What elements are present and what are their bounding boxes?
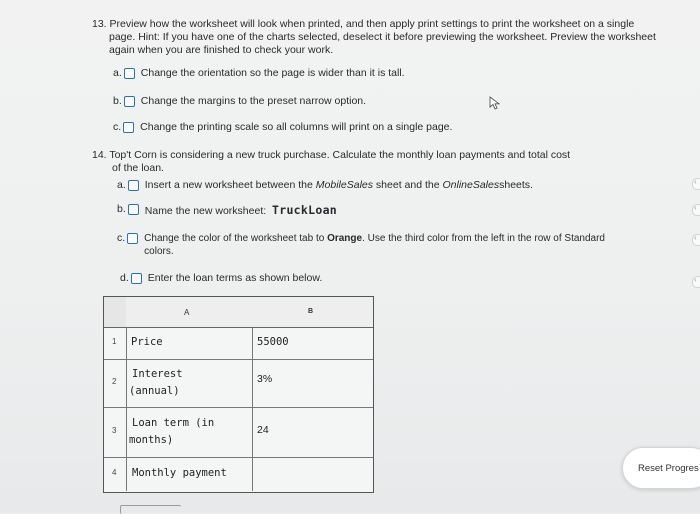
sheet-corner xyxy=(104,297,127,328)
q13-item-a-checkbox[interactable] xyxy=(124,68,135,79)
cell-a3-text-line1: Loan term (in xyxy=(132,417,215,429)
q14-item-a xyxy=(117,179,533,191)
onlinesales-sheet-name: OnlineSales xyxy=(442,179,500,191)
q14-item-a-pre: Insert a new worksheet between the xyxy=(144,179,313,191)
q14-item-c-label: c. xyxy=(117,232,126,244)
row-1-number: 1 xyxy=(112,337,117,346)
row-number xyxy=(104,458,127,491)
cell-a2-text-line2: (annual) xyxy=(129,385,180,397)
q13-item-a xyxy=(113,67,405,79)
cell-a2 xyxy=(126,360,253,407)
column-header-a xyxy=(126,297,253,328)
q14-number: 14. xyxy=(92,149,107,161)
orange-color-name: Orange xyxy=(327,233,363,244)
q13-item-b-checkbox[interactable] xyxy=(124,96,135,107)
q14-item-c-text xyxy=(144,232,605,258)
side-tab-4[interactable]: ‹ xyxy=(692,276,700,288)
q13-item-a-text: Change the orientation so the page is wider than it is tall. xyxy=(140,67,405,79)
q13-text-line1: Preview how the worksheet will look when printed, and then apply print settings to print the worksheet on a single xyxy=(109,18,635,30)
q13-item-b xyxy=(113,95,366,107)
q13-item-c-text: Change the printing scale so all columns will print on a single page. xyxy=(140,121,453,133)
cell-b4 xyxy=(252,458,373,491)
q13-item-b-label: b. xyxy=(113,95,122,107)
row-number xyxy=(104,360,127,407)
q13-item-b-text: Change the margins to the preset narrow option. xyxy=(140,95,367,107)
cell-a4-text: Monthly payment xyxy=(132,467,227,479)
row-4-number: 4 xyxy=(112,468,117,477)
q14-text-line1: Top't Corn is considering a new truck purchase. Calculate the monthly loan payments and total cost xyxy=(109,149,571,161)
q14-item-a-label: a. xyxy=(117,179,126,191)
question-13 xyxy=(92,18,677,57)
q13-number: 13. xyxy=(92,18,107,30)
mouse-pointer-icon xyxy=(489,96,501,110)
q14-item-c xyxy=(117,232,642,258)
q14-item-d xyxy=(120,272,322,284)
q14-item-b xyxy=(117,203,337,217)
q14-item-b-pre: Name the new worksheet: xyxy=(144,205,267,217)
q13-item-c-checkbox[interactable] xyxy=(123,122,134,133)
q13-text-line3: again when you are finished to check your work. xyxy=(109,44,334,56)
sheet-row-1 xyxy=(104,328,373,360)
q14-item-c-post: . Use the third color from the left in the row of Standard xyxy=(362,233,605,244)
cell-a2-text-line1: Interest xyxy=(132,368,183,380)
cell-b3 xyxy=(252,408,373,457)
question-14 xyxy=(92,149,592,175)
q14-item-d-text: Enter the loan terms as shown below. xyxy=(147,272,323,284)
q14-item-c-checkbox[interactable] xyxy=(127,233,138,244)
q14-item-a-checkbox[interactable] xyxy=(128,180,139,191)
q13-item-c-label: c. xyxy=(113,121,122,133)
q14-item-a-mid: sheet and the xyxy=(375,179,440,191)
side-tab-3[interactable]: ‹ xyxy=(692,234,700,246)
sheet-row-2 xyxy=(104,360,373,408)
q14-item-c-line2: colors. xyxy=(144,246,174,257)
cell-b2-value: 3% xyxy=(257,373,273,385)
cell-a3-text-line2: months) xyxy=(129,434,174,446)
q14-item-b-text xyxy=(145,203,337,217)
q14-text-line2: of the loan. xyxy=(112,162,164,174)
side-tab-1[interactable]: ‹ xyxy=(692,178,700,190)
cell-b1 xyxy=(252,328,373,359)
q14-item-c-pre: Change the color of the worksheet tab to xyxy=(144,233,325,244)
cell-b3-value: 24 xyxy=(257,424,269,436)
cell-b2 xyxy=(252,360,373,407)
column-a-letter: A xyxy=(184,308,190,317)
q14-item-b-checkbox[interactable] xyxy=(128,204,139,215)
row-2-number: 2 xyxy=(112,377,117,386)
cell-a4 xyxy=(126,458,253,491)
mobilesales-sheet-name: MobileSales xyxy=(315,179,373,191)
q14-item-a-text xyxy=(145,179,533,191)
column-header-b xyxy=(252,297,373,328)
q14-item-d-label: d. xyxy=(120,272,129,284)
cell-b1-value: 55000 xyxy=(257,336,289,348)
column-b-letter: B xyxy=(308,308,314,315)
cell-a1 xyxy=(126,328,253,359)
cell-a3 xyxy=(126,408,253,457)
row-3-number: 3 xyxy=(112,426,117,435)
q14-item-d-checkbox[interactable] xyxy=(131,273,142,284)
truckloan-sheet-name: TruckLoan xyxy=(272,203,338,217)
q13-item-a-label: a. xyxy=(113,67,122,79)
q13-text-line2: page. Hint: If you have one of the charts selected, deselect it before previewing the worksheet. Preview the worksheet xyxy=(109,31,656,43)
sheet-row-4 xyxy=(104,458,373,491)
reset-progress-button[interactable]: Reset Progres xyxy=(622,447,700,489)
sheet-row-3 xyxy=(104,408,373,458)
q14-item-b-label: b. xyxy=(117,203,126,215)
loan-terms-spreadsheet xyxy=(103,296,374,493)
side-tab-2[interactable]: ‹ xyxy=(692,204,700,216)
row-number xyxy=(104,408,127,457)
row-number xyxy=(104,328,127,359)
cell-a1-text: Price xyxy=(131,336,163,348)
q13-item-c xyxy=(113,121,452,133)
q14-item-a-post: sheets. xyxy=(499,179,533,191)
